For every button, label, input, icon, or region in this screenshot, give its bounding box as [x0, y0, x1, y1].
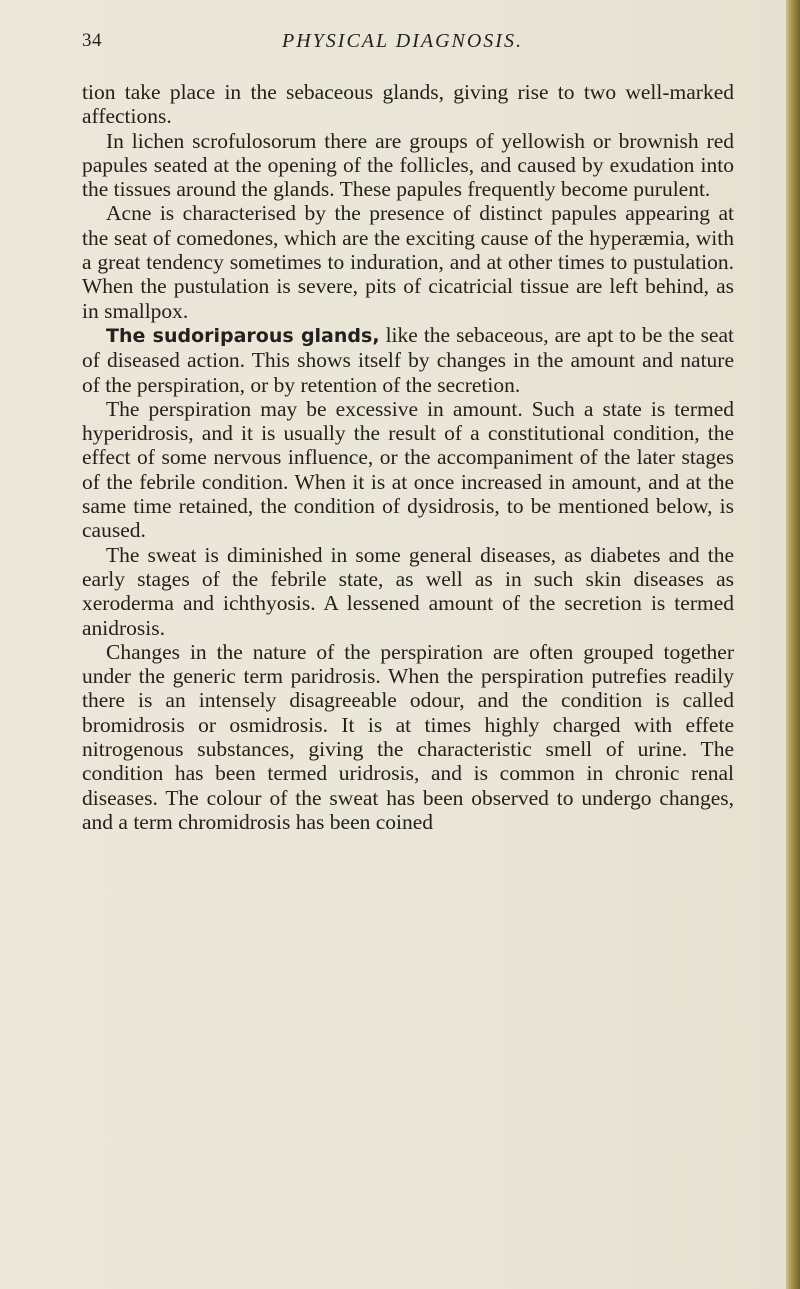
- paragraph: [82, 323, 734, 397]
- paragraph: The perspiration may be excessive in amount. Such a state is termed hyperidrosis, and it is usually the result of a constitutional condition, the effect of some nervous influence, or the accompaniment of the later stages of the febrile condition. When it is at once increased in amount, and at the same time retained, the condition of dysidrosis, to be mentioned below, is caused.: [82, 396, 734, 543]
- paragraph: Acne is characterised by the presence of distinct papules appearing at the seat of comedones, which are the exciting cause of the hyperæmia, with a great tendency sometimes to induration, and at other times to pustulation. When the pustulation is severe, pits of cicatricial tissue are left behind, as in smallpox.: [82, 201, 734, 323]
- paragraph: tion take place in the sebaceous glands, giving rise to two well-marked affections.: [82, 80, 734, 129]
- paragraph: Changes in the nature of the perspiration are often grouped together under the generic term paridrosis. When the perspiration putrefies readily there is an intensely disagreeable odour, and the condition is called bromidrosis or osmidrosis. It is at times highly charged with effete nitrogenous substances, giving the characteristic smell of urine. The condition has been termed uridrosis, and is common in chronic renal diseases. The colour of the sweat has been observed to undergo changes, and a term chromidrosis has been coined: [82, 639, 734, 834]
- body-text: [82, 80, 734, 834]
- page-number: 34: [82, 30, 102, 51]
- running-head: PHYSICAL DIAGNOSIS.: [282, 30, 523, 52]
- section-lead: The sudoriparous glands,: [106, 324, 380, 347]
- page-header: [82, 30, 732, 58]
- paragraph-text: like the sebaceous, are apt to be the seat of diseased action. This shows itself by changes in the amount and nature of the perspiration, or by retention of the secretion.: [82, 322, 734, 397]
- page-edge: [786, 0, 800, 1289]
- paragraph: In lichen scrofulosorum there are groups of yellowish or brownish red papules seated at the opening of the follicles, and caused by exudation into the tissues around the glands. These papules frequently become purulent.: [82, 128, 734, 202]
- paragraph: The sweat is diminished in some general diseases, as diabetes and the early stages of the febrile state, as well as in such skin diseases as xeroderma and ichthyosis. A lessened amount of the secretion is termed anidrosis.: [82, 542, 734, 640]
